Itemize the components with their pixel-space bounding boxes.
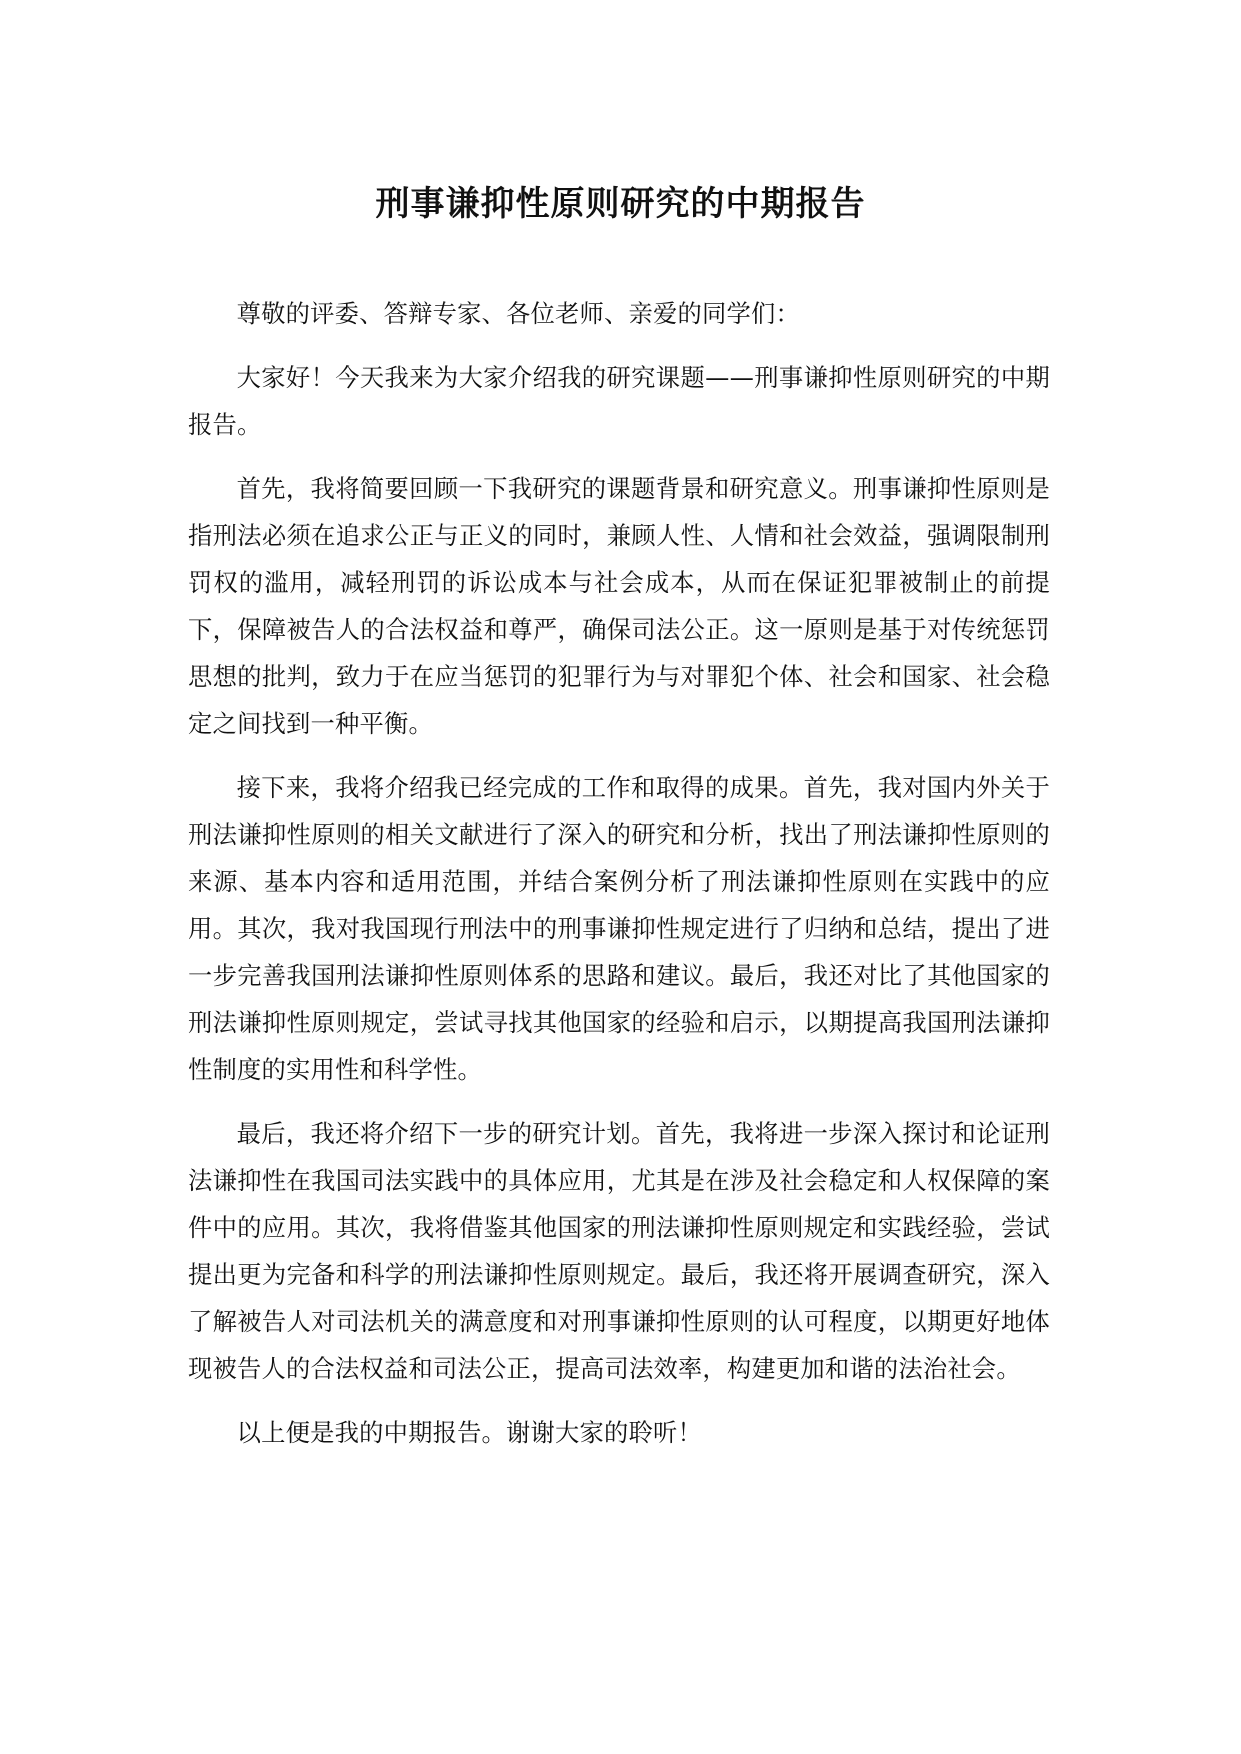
plan-paragraph: 最后，我还将介绍下一步的研究计划。首先，我将进一步深入探讨和论证刑法谦抑性在我国司法实践中的具体应用，尤其是在涉及社会稳定和人权保障的案件中的应用。其次，我将借鉴其他国家的刑法谦抑性原则规定和实践经验，尝试提出更为完备和科学的刑法谦抑性原则规定。最后，我还将开展调查研究，深入了解被告人对司法机关的满意度和对刑事谦抑性原则的认可程度，以期更好地体现被告人的合法权益和司法公正，提高司法效率，构建更加和谐的法治社会。 [188,1119,1050,1383]
background-paragraph: 首先，我将简要回顾一下我研究的课题背景和研究意义。刑事谦抑性原则是指刑法必须在追求公正与正义的同时，兼顾人性、人情和社会效益，强调限制刑罚权的滥用，减轻刑罚的诉讼成本与社会成本，从而在保证犯罪被制止的前提下，保障被告人的合法权益和尊严，确保司法公正。这一原则是基于对传统惩罚思想的批判，致力于在应当惩罚的犯罪行为与对罪犯个体、社会和国家、社会稳定之间找到一种平衡。 [188,474,1050,738]
greeting-paragraph: 大家好！今天我来为大家介绍我的研究课题——刑事谦抑性原则研究的中期报告。 [188,363,1050,439]
progress-paragraph: 接下来，我将介绍我已经完成的工作和取得的成果。首先，我对国内外关于刑法谦抑性原则的相关文献进行了深入的研究和分析，找出了刑法谦抑性原则的来源、基本内容和适用范围，并结合案例分析了刑法谦抑性原则在实践中的应用。其次，我对我国现行刑法中的刑事谦抑性规定进行了归纳和总结，提出了进一步完善我国刑法谦抑性原则体系的思路和建议。最后，我还对比了其他国家的刑法谦抑性原则规定，尝试寻找其他国家的经验和启示，以期提高我国刑法谦抑性制度的实用性和科学性。 [188,773,1050,1084]
document-title: 刑事谦抑性原则研究的中期报告 [375,184,866,224]
document-body [188,290,1050,1473]
salutation-paragraph: 尊敬的评委、答辩专家、各位老师、亲爱的同学们： [236,299,801,328]
closing-paragraph: 以上便是我的中期报告。谢谢大家的聆听！ [236,1418,703,1447]
